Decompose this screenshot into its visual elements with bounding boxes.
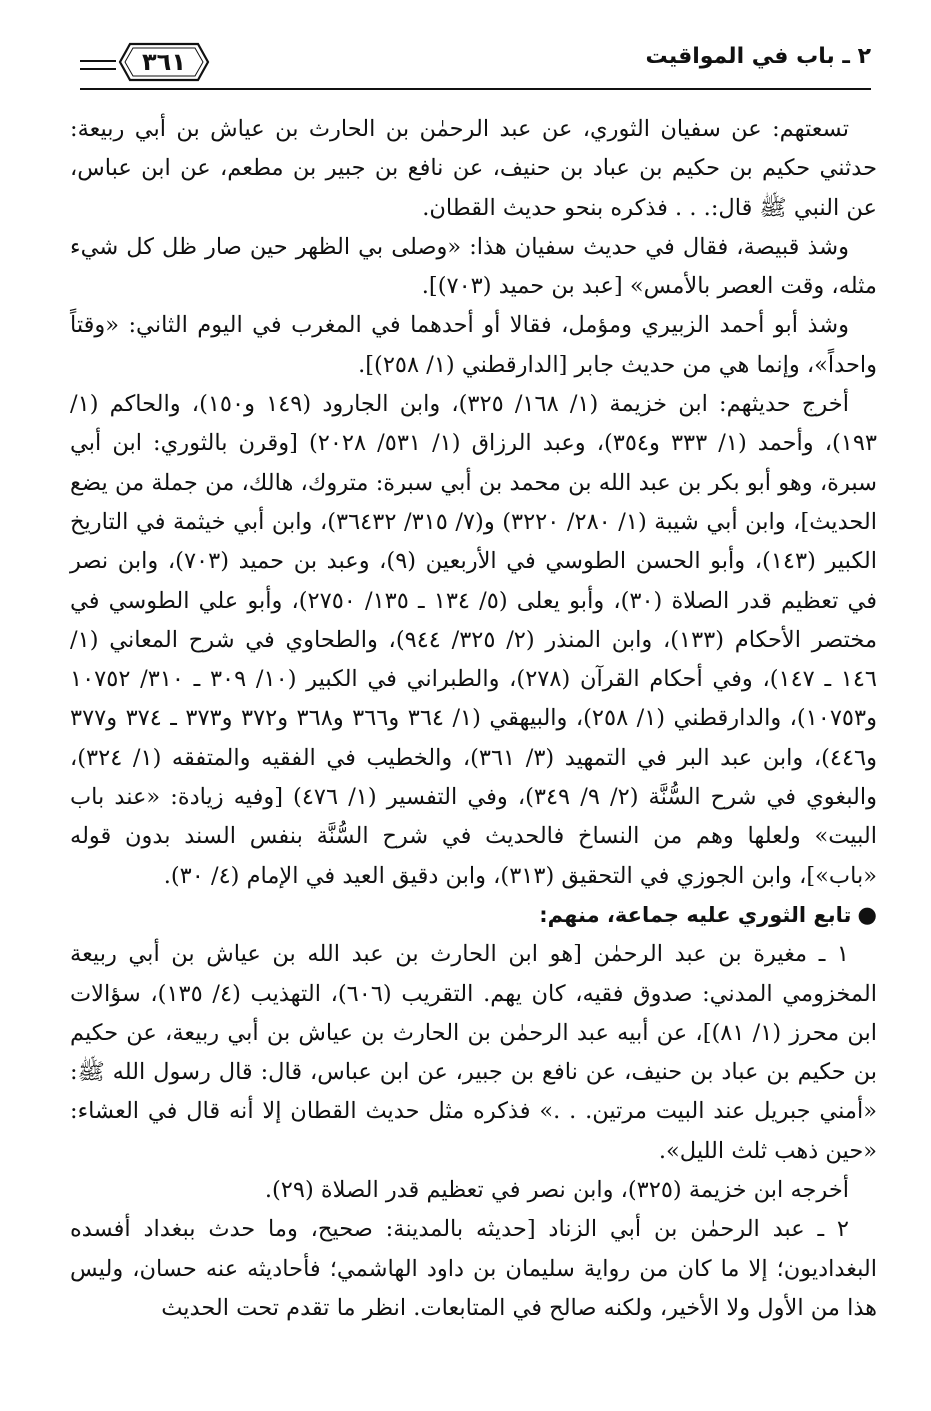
- section-heading-row: [70, 896, 877, 935]
- bullet-icon: ●: [857, 901, 877, 928]
- paragraph: ٢ ـ عبد الرحمٰن بن أبي الزناد [حديثه بالمدينة: صحيح، وما حدث ببغداد أفسده البغداديون؛ إلا ما كان من رواية سليمان بن داود الهاشمي؛ فأحاديثه عنه حسان، وليس هذا من الأول ولا الأخير، ولكنه صالح في المتابعات. انظر ما تقدم تحت الحديث: [70, 1216, 877, 1321]
- page-number: ٣٦١: [142, 48, 186, 76]
- page-header: [80, 38, 871, 94]
- page-number-badge: [118, 42, 210, 82]
- paragraph: ١ ـ مغيرة بن عبد الرحمٰن [هو ابن الحارث بن عبد الله بن عياش بن أبي ربيعة المخزومي المدني: صدوق فقيه، كان يهم. التقريب (٦٠٦)، التهذيب (٤/ ١٣٥)، سؤالات ابن محرز (١/ ٨١)]، عن أبيه عبد الرحمٰن بن الحارث بن عياش بن أبي ربيعة، عن حكيم بن حكيم بن عباد بن حنيف، عن نافع بن جبير، عن ابن عباس، قال: قال رسول الله ﷺ: «أمني جبريل عند البيت مرتين. . .» فذكره مثل حديث القطان إلا أنه قال في العشاء: «حين ذهب ثلث الليل».: [70, 941, 877, 1164]
- section-heading: تابع الثوري عليه جماعة، منهم:: [539, 902, 852, 927]
- paragraph: وشذ قبيصة، فقال في حديث سفيان هذا: «وصلى بي الظهر حين صار ظل كل شيء مثله، وقت العصر بالأمس» [عبد بن حميد (٧٠٣)].: [70, 233, 877, 300]
- paragraph: أخرجه ابن خزيمة (٣٢٥)، وابن نصر في تعظيم قدر الصلاة (٢٩).: [264, 1177, 849, 1204]
- chapter-title: ٢ ـ باب في المواقيت: [645, 44, 871, 69]
- paragraph: وشذ أبو أحمد الزبيري ومؤمل، فقالا أو أحدهما في المغرب في اليوم الثاني: «وقتاً واحداً»، وإنما هي من حديث جابر [الدارقطني (١/ ٢٥٨)].: [70, 312, 877, 378]
- header-ornament-rule: [80, 60, 116, 70]
- paragraph: تسعتهم: عن سفيان الثوري، عن عبد الرحمٰن بن الحارث بن عياش بن أبي ربيعة: حدثني حكيم بن حكيم بن عباد بن حنيف، عن نافع بن جبير بن مطعم، عن ابن عباس، عن النبي ﷺ قال:. . . فذكره بنحو حديث القطان.: [70, 116, 877, 221]
- page-body: [70, 110, 877, 1328]
- paragraph: أخرج حديثهم: ابن خزيمة (١/ ١٦٨/ ٣٢٥)، وابن الجارود (١٤٩ و١٥٠)، والحاكم (١/ ١٩٣)، وأحمد (١/ ٣٣٣ و٣٥٤)، وعبد الرزاق (١/ ٥٣١/ ٢٠٢٨) [وقرن بالثوري: ابن أبي سبرة، وهو أبو بكر بن عبد الله بن محمد بن أبي سبرة: متروك، هالك، من جملة من يضع الحديث]، وابن أبي شيبة (١/ ٢٨٠/ ٣٢٢٠) و(٧/ ٣١٥/ ٣٦٤٣٢)، وابن أبي خيثمة في التاريخ الكبير (١٤٣)، وأبو الحسن الطوسي في الأربعين (٩)، وعبد بن حميد (٧٠٣)، وابن نصر في تعظيم قدر الصلاة (٣٠)، وأبو يعلى (٥/ ١٣٤ ـ ١٣٥/ ٢٧٥٠)، وأبو علي الطوسي في مختصر الأحكام (١٣٣)، وابن المنذر (٢/ ٣٢٥/ ٩٤٤)، والطحاوي في شرح المعاني (١/ ١٤٦ ـ ١٤٧)، وفي أحكام القرآن (٢٧٨)، والطبراني في الكبير (١٠/ ٣٠٩ ـ ٣١٠/ ١٠٧٥٢ و١٠٧٥٣)، والدارقطني (١/ ٢٥٨)، والبيهقي (١/ ٣٦٤ و٣٦٦ و٣٦٨ و٣٧٢ و٣٧٣ ـ ٣٧٤ و٣٧٧ و٤٤٦)، وابن عبد البر في التمهيد (٣/ ٣٦١)، والخطيب في الفقيه والمتفقه (١/ ٣٢٤)، والبغوي في شرح السُّنَّة (٢/ ٩/ ٣٤٩)، وفي التفسير (١/ ٤٧٦) [وفيه زيادة: «عند باب البيت» ولعلها وهم من النساخ فالحديث في شرح السُّنَّة بنفس السند بدون قوله «باب»]، وابن الجوزي في التحقيق (٣١٣)، وابن دقيق العيد في الإمام (٤/ ٣٠).: [70, 391, 878, 889]
- header-divider: [80, 88, 871, 90]
